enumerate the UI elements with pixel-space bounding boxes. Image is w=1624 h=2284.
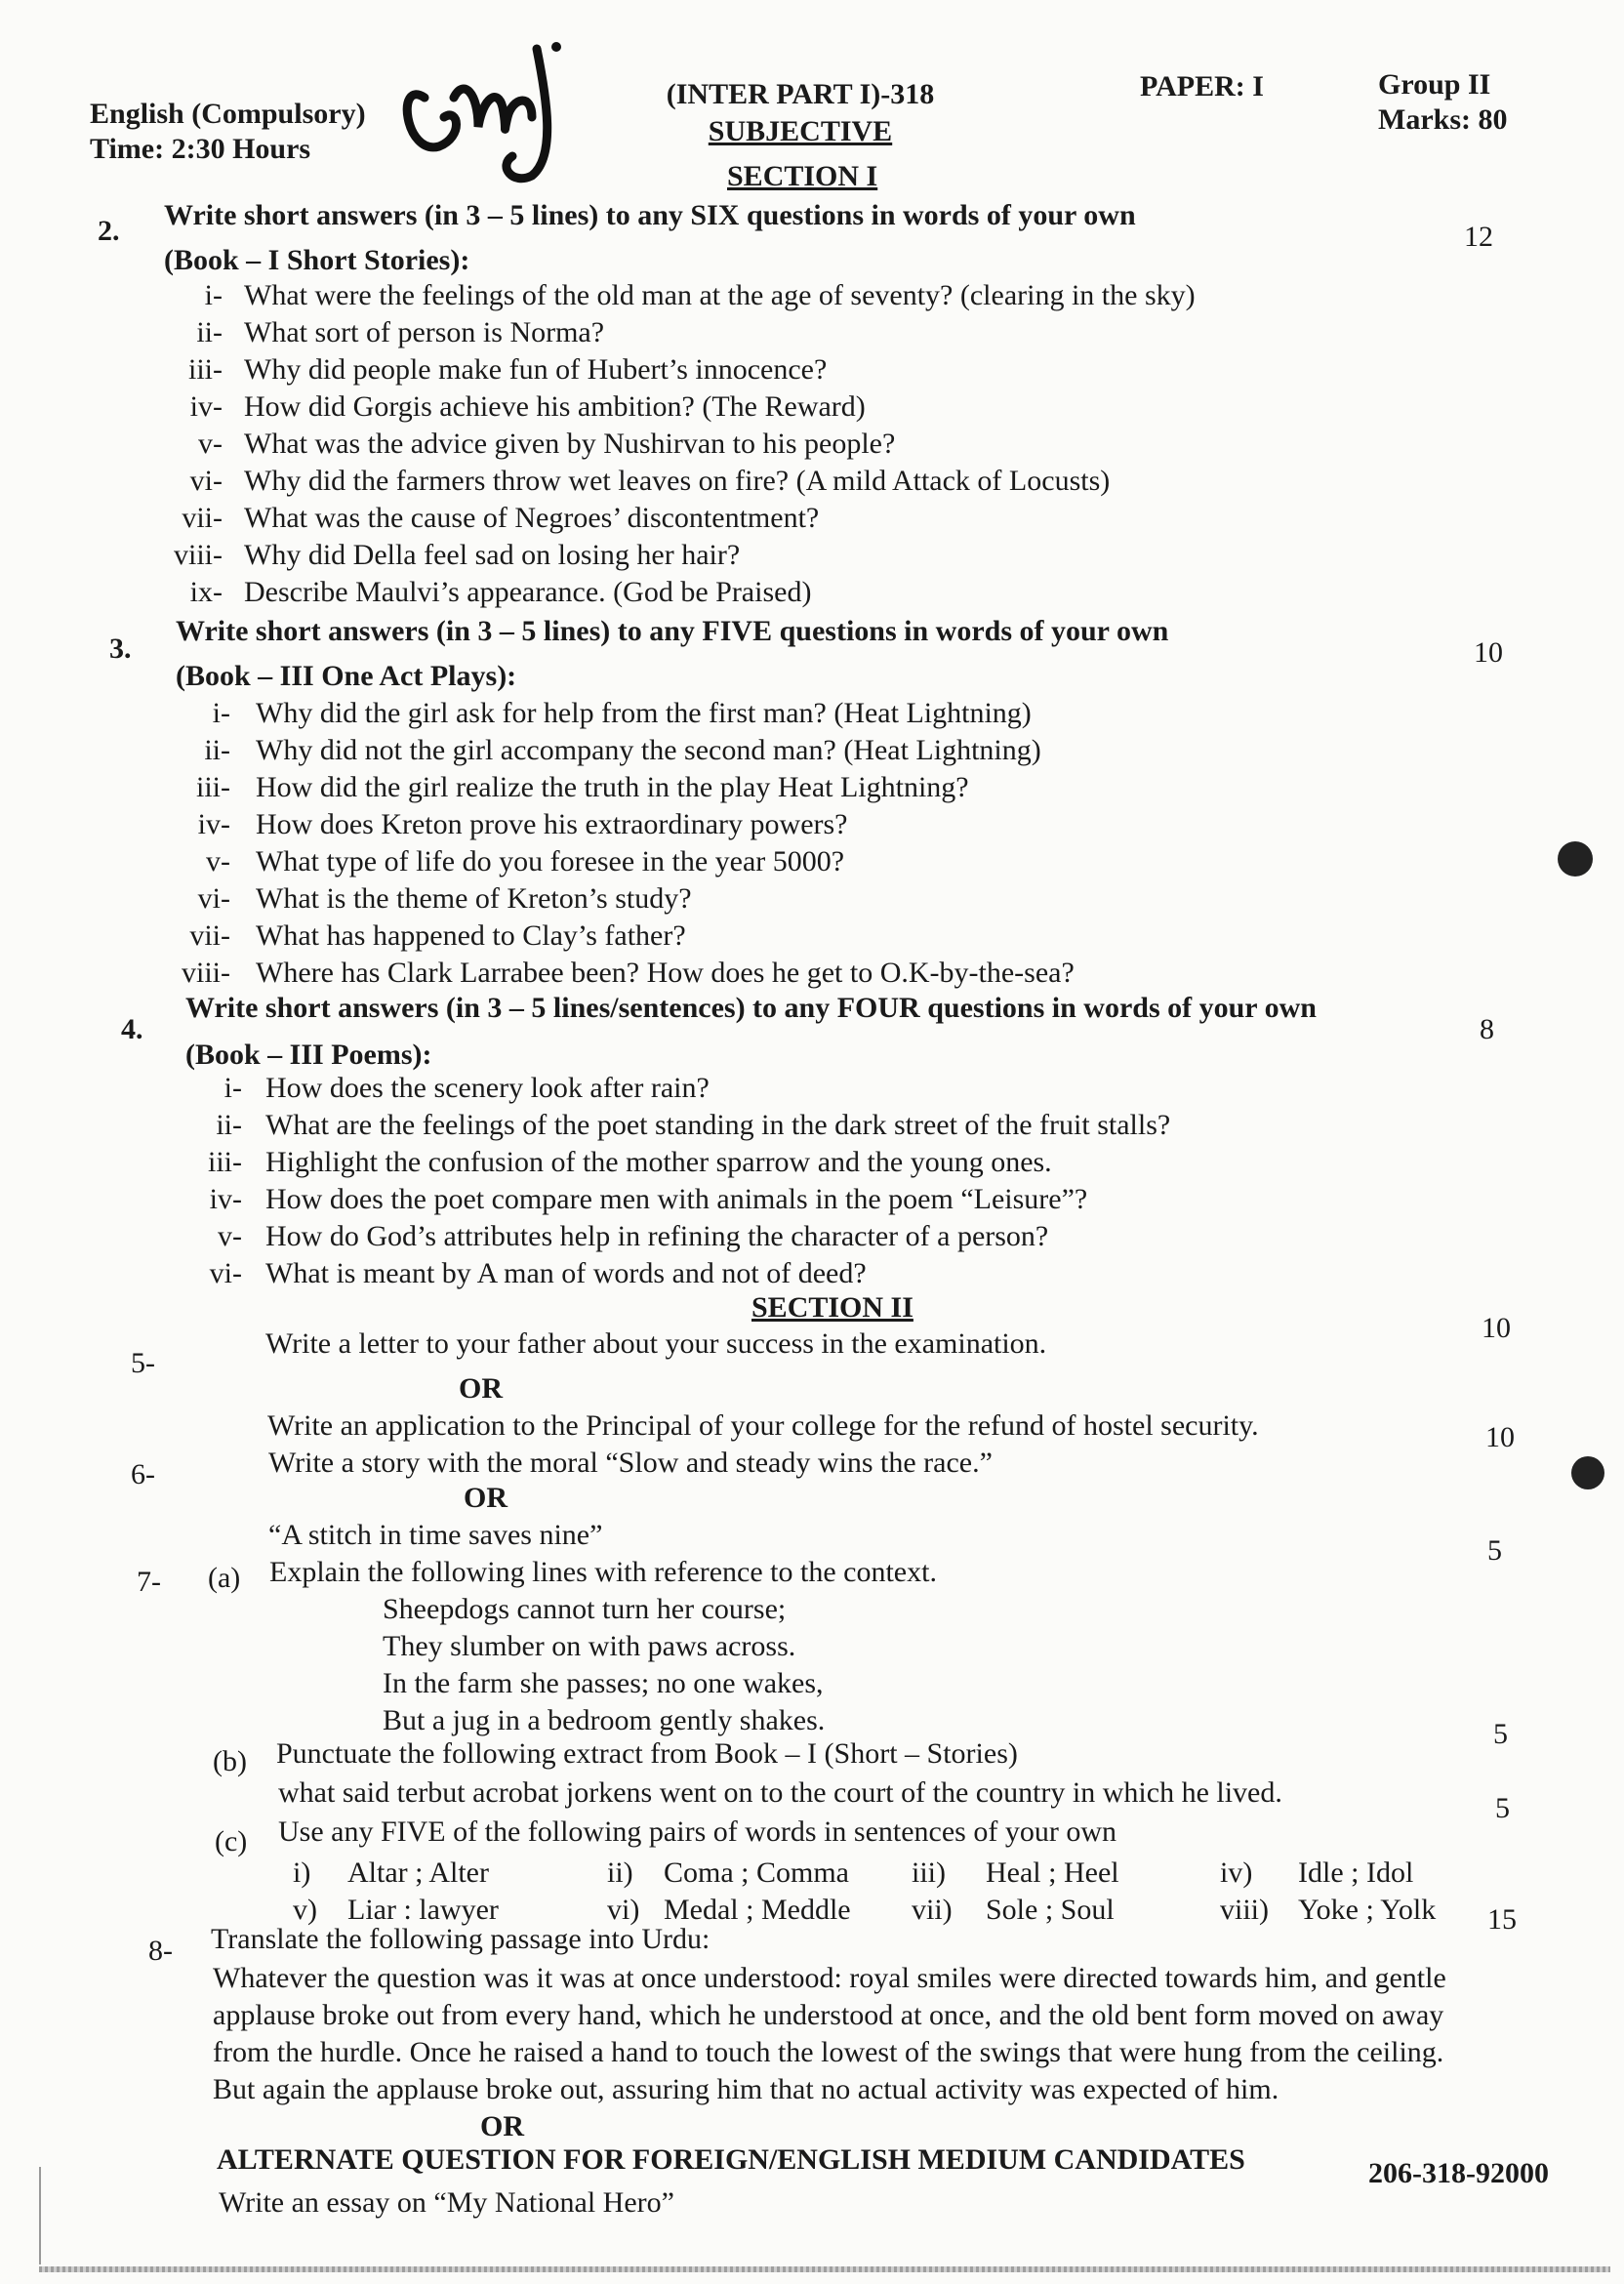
q7b-label: (b) xyxy=(213,1745,247,1777)
q4-item-text: Highlight the confusion of the mother sparrow and the young ones. xyxy=(265,1146,1052,1178)
q2-item-number: viii- xyxy=(174,539,223,571)
q4-item-text: How do God’s attributes help in refining the character of a person? xyxy=(265,1220,1049,1252)
q3-item-number: ii- xyxy=(204,734,230,766)
q2-item-text: Why did Della feel sad on losing her hair? xyxy=(244,539,741,571)
subject-title: English (Compulsory) xyxy=(90,98,366,130)
q2-item-number: v- xyxy=(198,428,223,460)
q3-marks: 10 xyxy=(1474,636,1503,669)
group-label: Group II xyxy=(1378,68,1491,101)
q4-marks: 8 xyxy=(1480,1013,1494,1045)
q4-item-text: How does the poet compare men with animals in the poem “Leisure”? xyxy=(265,1183,1088,1215)
q5-number: 5- xyxy=(131,1347,155,1379)
passage-line: from the hurdle. Once he raised a hand to touch the lowest of the swings that were hung from the ceiling. xyxy=(213,2036,1444,2068)
paper-number: PAPER: I xyxy=(1140,70,1264,102)
poem-line: Sheepdogs cannot turn her course; xyxy=(383,1593,787,1625)
signature-mark xyxy=(386,39,659,185)
word-pair-number: vii) xyxy=(912,1894,953,1926)
q3-book: (Book – III One Act Plays): xyxy=(176,660,517,692)
q4-number: 4. xyxy=(121,1013,143,1045)
q2-item-text: What was the advice given by Nushirvan to his people? xyxy=(244,428,896,460)
scan-edge-left xyxy=(39,2167,41,2264)
q7c-label: (c) xyxy=(215,1825,248,1857)
q6-marks: 10 xyxy=(1485,1421,1515,1453)
q3-item-number: vi- xyxy=(197,882,230,915)
q7c-marks: 5 xyxy=(1495,1792,1510,1824)
q2-item-number: vi- xyxy=(189,465,223,497)
q6-number: 6- xyxy=(131,1458,155,1490)
q3-item-text: Why did not the girl accompany the second man? (Heat Lightning) xyxy=(256,734,1041,766)
q2-item-text: What sort of person is Norma? xyxy=(244,316,605,348)
q8-or: OR xyxy=(480,2110,524,2142)
q7b-marks: 5 xyxy=(1493,1718,1508,1750)
q7b-extract: what said terbut acrobat jorkens went on to the court of the country in which he lived. xyxy=(278,1776,1282,1809)
q2-item-text: What was the cause of Negroes’ discontentment? xyxy=(244,502,820,534)
q2-item-number: ii- xyxy=(196,316,223,348)
q2-item-number: iii- xyxy=(188,353,223,386)
q4-item-number: iv- xyxy=(209,1183,242,1215)
q4-item-number: iii- xyxy=(208,1146,242,1178)
q4-item-text: What is meant by A man of words and not of deed? xyxy=(265,1257,867,1289)
passage-line: applause broke out from every hand, which he understood at once, and the old bent form moved on away xyxy=(213,1999,1444,2031)
q2-item-text: Why did people make fun of Hubert’s innocence? xyxy=(244,353,828,386)
exam-time: Time: 2:30 Hours xyxy=(90,133,311,165)
word-pair-text: Medal ; Meddle xyxy=(664,1894,851,1926)
poem-line: But a jug in a bedroom gently shakes. xyxy=(383,1704,826,1736)
q3-item-text: How does Kreton prove his extraordinary powers? xyxy=(256,808,848,840)
q3-item-number: iv- xyxy=(197,808,230,840)
q7b-instruction: Punctuate the following extract from Book – I (Short – Stories) xyxy=(276,1737,1018,1770)
q4-item-number: v- xyxy=(218,1220,242,1252)
word-pair-text: Altar ; Alter xyxy=(347,1856,489,1889)
word-pair-text: Idle ; Idol xyxy=(1298,1856,1414,1889)
q6-or: OR xyxy=(464,1482,508,1514)
q5-option-a: Write a letter to your father about your success in the examination. xyxy=(265,1327,1047,1360)
q2-item-number: ix- xyxy=(189,576,223,608)
q3-item-text: What has happened to Clay’s father? xyxy=(256,919,686,952)
q4-item-number: i- xyxy=(223,1072,242,1104)
word-pair-number: iii) xyxy=(912,1856,946,1889)
q7a-marks: 5 xyxy=(1487,1534,1502,1567)
punch-hole-lower xyxy=(1571,1456,1604,1489)
q3-item-text: What is the theme of Kreton’s study? xyxy=(256,882,692,915)
q5-option-b: Write an application to the Principal of your college for the refund of hostel security. xyxy=(267,1409,1259,1442)
word-pair-text: Coma ; Comma xyxy=(664,1856,849,1889)
q4-item-number: vi- xyxy=(209,1257,242,1289)
total-marks: Marks: 80 xyxy=(1378,103,1508,136)
q3-item-text: What type of life do you foresee in the year 5000? xyxy=(256,845,845,877)
q3-item-text: Why did the girl ask for help from the first man? (Heat Lightning) xyxy=(256,697,1032,729)
alternate-question-text: Write an essay on “My National Hero” xyxy=(219,2186,674,2219)
q3-item-number: i- xyxy=(212,697,230,729)
q2-book: (Book – I Short Stories): xyxy=(164,244,470,276)
q2-item-number: iv- xyxy=(189,390,223,423)
q3-item-number: viii- xyxy=(182,957,230,989)
word-pair-text: Heal ; Heel xyxy=(986,1856,1119,1889)
alternate-question-title: ALTERNATE QUESTION FOR FOREIGN/ENGLISH MEDIUM CANDIDATES xyxy=(217,2143,1245,2176)
word-pair-number: v) xyxy=(293,1894,317,1926)
section-two-heading: SECTION II xyxy=(751,1291,914,1324)
q4-item-text: How does the scenery look after rain? xyxy=(265,1072,710,1104)
q2-item-text: How did Gorgis achieve his ambition? (The Reward) xyxy=(244,390,866,423)
q7a-label: (a) xyxy=(208,1562,241,1594)
poem-line: In the farm she passes; no one wakes, xyxy=(383,1667,824,1699)
q4-instruction: Write short answers (in 3 – 5 lines/sentences) to any FOUR questions in words of your own xyxy=(185,992,1317,1024)
q8-marks: 15 xyxy=(1487,1903,1517,1936)
q8-instruction: Translate the following passage into Urdu: xyxy=(211,1923,710,1955)
q8-number: 8- xyxy=(148,1935,173,1967)
q3-item-number: v- xyxy=(206,845,230,877)
q2-number: 2. xyxy=(98,215,120,247)
q4-item-number: ii- xyxy=(216,1109,242,1141)
word-pair-text: Sole ; Soul xyxy=(986,1894,1115,1926)
scan-edge-bottom xyxy=(39,2266,1610,2272)
q2-item-number: i- xyxy=(204,279,223,311)
word-pair-number: viii) xyxy=(1220,1894,1269,1926)
q5-or: OR xyxy=(459,1372,503,1405)
q7-number: 7- xyxy=(137,1566,161,1598)
q2-marks: 12 xyxy=(1464,221,1493,253)
word-pair-number: i) xyxy=(293,1856,311,1889)
q3-item-number: iii- xyxy=(196,771,230,803)
q5-marks: 10 xyxy=(1482,1312,1511,1344)
q3-item-text: Where has Clark Larrabee been? How does he get to O.K-by-the-sea? xyxy=(256,957,1075,989)
exam-type: SUBJECTIVE xyxy=(708,115,893,147)
q2-instruction: Write short answers (in 3 – 5 lines) to any SIX questions in words of your own xyxy=(164,199,1136,231)
passage-line: But again the applause broke out, assuring him that no actual activity was expected of him. xyxy=(213,2073,1279,2105)
q7c-instruction: Use any FIVE of the following pairs of words in sentences of your own xyxy=(278,1815,1116,1848)
passage-line: Whatever the question was it was at once understood: royal smiles were directed towards him, and gentle xyxy=(213,1962,1446,1994)
q4-book: (Book – III Poems): xyxy=(185,1039,432,1071)
q7a-instruction: Explain the following lines with reference to the context. xyxy=(269,1556,937,1588)
q2-item-text: Why did the farmers throw wet leaves on fire? (A mild Attack of Locusts) xyxy=(244,465,1111,497)
q2-item-text: What were the feelings of the old man at the age of seventy? (clearing in the sky) xyxy=(244,279,1196,311)
q2-item-text: Describe Maulvi’s appearance. (God be Praised) xyxy=(244,576,812,608)
q3-number: 3. xyxy=(109,632,132,665)
word-pair-text: Yoke ; Yolk xyxy=(1298,1894,1437,1926)
q2-item-number: vii- xyxy=(182,502,223,534)
word-pair-number: vi) xyxy=(607,1894,640,1926)
poem-line: They slumber on with paws across. xyxy=(383,1630,796,1662)
q3-item-text: How did the girl realize the truth in the play Heat Lightning? xyxy=(256,771,969,803)
q3-item-number: vii- xyxy=(189,919,230,952)
paper-code: 206-318-92000 xyxy=(1368,2157,1549,2189)
q4-item-text: What are the feelings of the poet standing in the dark street of the fruit stalls? xyxy=(265,1109,1171,1141)
word-pair-number: ii) xyxy=(607,1856,633,1889)
q6-option-b: “A stitch in time saves nine” xyxy=(268,1519,603,1551)
exam-code: (INTER PART I)-318 xyxy=(666,78,935,110)
word-pair-number: iv) xyxy=(1220,1856,1253,1889)
q3-instruction: Write short answers (in 3 – 5 lines) to any FIVE questions in words of your own xyxy=(176,615,1169,647)
q6-option-a: Write a story with the moral “Slow and steady wins the race.” xyxy=(268,1447,993,1479)
section-one-heading: SECTION I xyxy=(727,160,878,192)
punch-hole-upper xyxy=(1558,841,1593,877)
word-pair-text: Liar : lawyer xyxy=(347,1894,499,1926)
